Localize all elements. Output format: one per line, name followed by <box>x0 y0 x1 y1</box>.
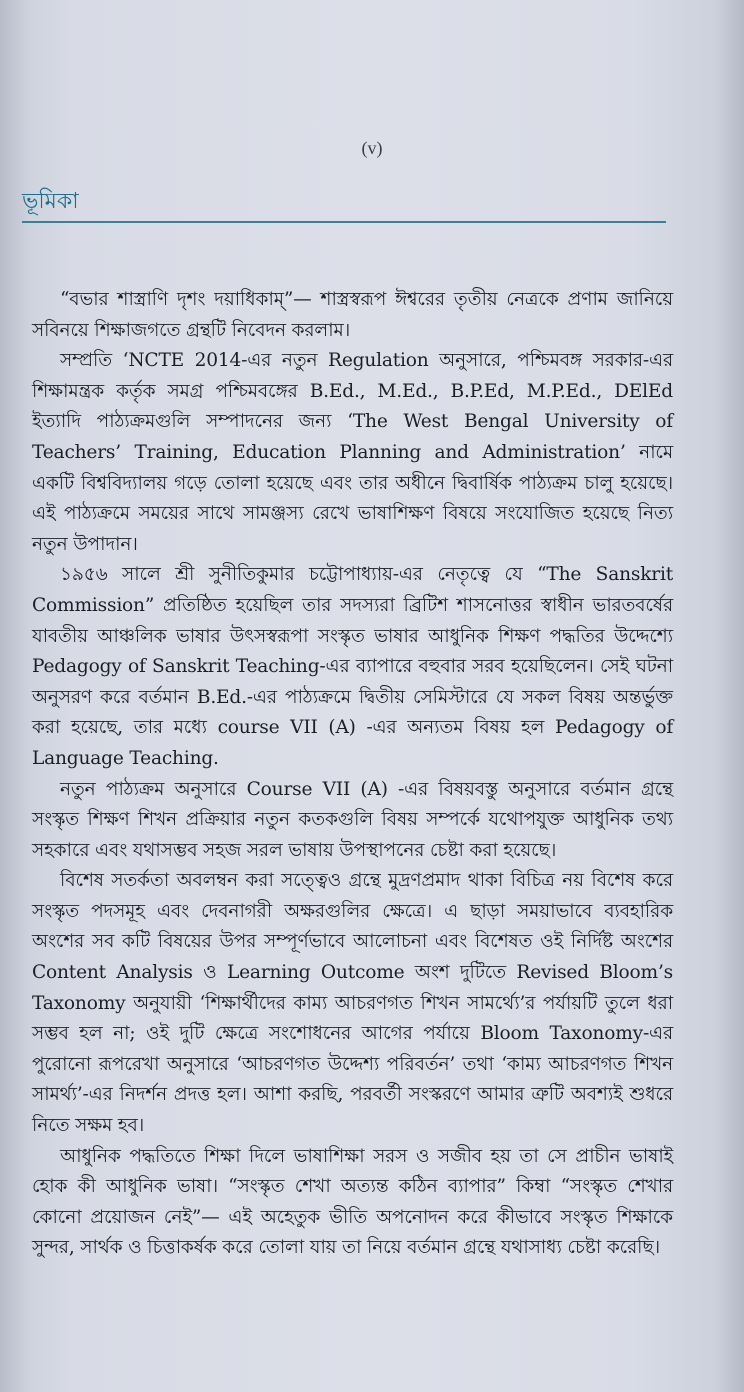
paragraph-3: ১৯৫৬ সালে শ্রী সুনীতিকুমার চট্টোপাধ্যায়-এর নেতৃত্বে যে “The Sanskrit Commission” প্রতিষ্ঠিত হয়েছিল তার সদস্যরা ব্রিটিশ শাসনোত্তর স্বাধীন ভারতবর্ষের যাবতীয় আঞ্চলিক ভাষার উৎসস্বরূপা সংস্কৃত ভাষার আধুনিক শিক্ষণ পদ্ধতির উদ্দেশ্যে Pedagogy of Sanskrit Teaching-এর ব্যাপারে বহুবার সরব হয়েছিলেন। সেই ঘটনা অনুসরণ করে বর্তমান B.Ed.-এর পাঠ্যক্রমে দ্বিতীয় সেমিস্টারে যে সকল বিষয় অন্তর্ভুক্ত করা হয়েছে, তার মধ্যে course VII (A) -এর অন্যতম বিষয় হল Pedagogy of Language Teaching. <box>32 564 673 769</box>
section-heading: ভূমিকা <box>22 189 79 214</box>
paragraph-6: আধুনিক পদ্ধতিতে শিক্ষা দিলে ভাষাশিক্ষা সরস ও সজীব হয় তা সে প্রাচীন ভাষাই হোক কী আধুনিক ভাষা। “সংস্কৃত শেখা অত্যন্ত কঠিন ব্যাপার” কিম্বা “সংস্কৃত শেখার কোনো প্রয়োজন নেই”— এই অহেতুক ভীতি অপনোদন করে কীভাবে সংস্কৃত শিক্ষাকে সুন্দর, সার্থক ও চিত্তাকর্ষক করে তোলা যায় তা নিয়ে বর্তমান গ্রন্থে যথাসাধ্য চেষ্টা করেছি। <box>32 1145 673 1259</box>
page-number: (v) <box>361 138 383 158</box>
paragraph-5: বিশেষ সতর্কতা অবলম্বন করা সত্ত্বেও গ্রন্থে মুদ্রণপ্রমাদ থাকা বিচিত্র নয় বিশেষ করে সংস্কৃত পদসমূহ এবং দেবনাগরী অক্ষরগুলির ক্ষেত্রে। এ ছাড়া সময়াভাবে ব্যবহারিক অংশের সব কটি বিষয়ের উপর সম্পূর্ণভাবে আলোচনা এবং বিশেষত ওই নির্দিষ্ট অংশের Content Analysis ও Learning Outcome অংশ দুটিতে Revised Bloom’s Taxonomy অনুযায়ী ‘শিক্ষার্থীদের কাম্য আচরণগত শিখন সামর্থ্যে’র পর্যায়টি তুলে ধরা সম্ভব হল না; ওই দুটি ক্ষেত্রে সংশোধনের আগের পর্যায়ে Bloom Taxonomy-এর পুরোনো রূপরেখা অনুসারে ‘আচরণগত উদ্দেশ্য পরিবর্তন’ তথা ‘কাম্য আচরণগত শিখন সামর্থ্য’-এর নিদর্শন প্রদত্ত হল। আশা করছি, পরবর্তী সংস্করণে আমার ত্রুটি অবশ্যই শুধরে নিতে সক্ষম হব। <box>32 870 673 1137</box>
paragraph-1: “বভার শাস্ত্রাণি দৃশং দয়াধিকাম্”— শাস্ত্রস্বরূপ ঈশ্বরের তৃতীয় নেত্রকে প্রণাম জানিয়ে সবিনয়ে শিক্ষাজগতে গ্রন্থটি নিবেদন করলাম। <box>32 289 673 341</box>
preface-body <box>32 285 673 1264</box>
paragraph-4: নতুন পাঠ্যক্রম অনুসারে Course VII (A) -এর বিষয়বস্তু অনুসারে বর্তমান গ্রন্থে সংস্কৃত শিক্ষণ শিখন প্রক্রিয়ার নতুন কতকগুলি বিষয় সম্পর্কে যথোপযুক্ত আধুনিক তথ্য সহকারে এবং যথাসম্ভব সহজ সরল ভাষায় উপস্থাপনের চেষ্টা করা হয়েছে। <box>32 778 673 861</box>
paragraph-2: সম্প্রতি ‘NCTE 2014-এর নতুন Regulation অনুসারে, পশ্চিমবঙ্গ সরকার-এর শিক্ষামন্ত্রক কর্তৃক সমগ্র পশ্চিমবঙ্গের B.Ed., M.Ed., B.P.Ed, M.P.Ed., DElEd ইত্যাদি পাঠ্যক্রমগুলি সম্পাদনের জন্য ‘The West Bengal University of Teachers’ Training, Education Planning and Administration’ নামে একটি বিশ্ববিদ্যালয় গড়ে তোলা হয়েছে এবং তার অধীনে দ্বিবার্ষিক পাঠ্যক্রম চালু হয়েছে। এই পাঠ্যক্রমে সময়ের সাথে সামঞ্জস্য রেখে ভাষাশিক্ষণ বিষয়ে সংযোজিত হয়েছে নিত্য নতুন উপাদান। <box>32 350 673 555</box>
heading-divider <box>22 221 666 223</box>
